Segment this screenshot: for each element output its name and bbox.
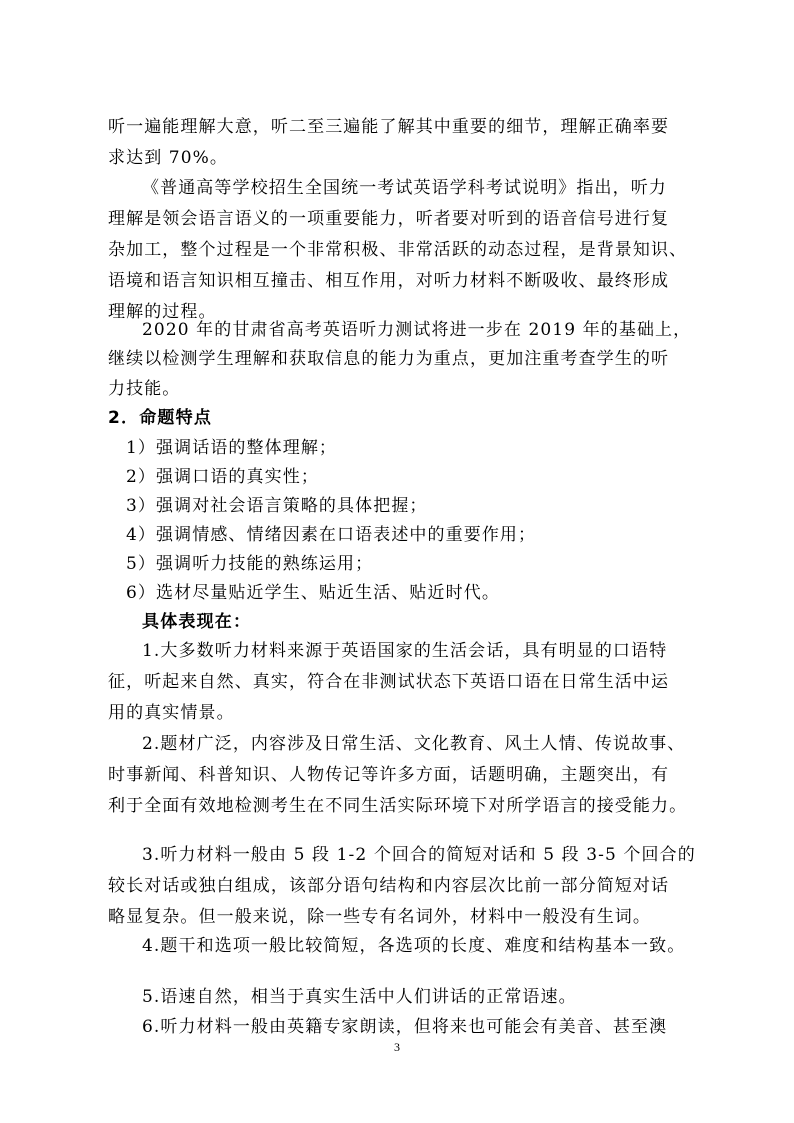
list-item: 6）选材尽量贴近学生、贴近生活、贴近时代。 [126, 583, 500, 603]
list-item: 1）强调话语的整体理解； [126, 438, 338, 458]
list-item: 3）强调对社会语言策略的具体把握； [126, 496, 428, 516]
text-line: 2.题材广泛，内容涉及日常生活、文化教育、风土人情、传说故事、 [142, 734, 686, 754]
text-line: 理解是领会语言语义的一项重要能力，听者要对听到的语音信号进行复 [108, 209, 670, 229]
list-item: 4）强调情感、情绪因素在口语表述中的重要作用； [126, 525, 537, 545]
text-line: 较长对话或独白组成，该部分语句结构和内容层次比前一部分简短对话 [108, 876, 670, 896]
text-line: 略显复杂。但一般来说，除一些专有名词外，材料中一般没有生词。 [108, 907, 651, 927]
text-line: 《普通高等学校招生全国统一考试英语学科考试说明》指出，听力 [142, 178, 667, 198]
text-line: 1.大多数听力材料来源于英语国家的生活会话，具有明显的口语特 [142, 641, 668, 661]
text-line: 用的真实情景。 [108, 703, 235, 723]
text-line: 2020 年的甘肃省高考英语听力测试将进一步在 2019 年的基础上， [142, 320, 692, 340]
text-line: 力技能。 [108, 379, 181, 399]
text-line: 利于全面有效地检测考生在不同生活实际环境下对所学语言的接受能力。 [108, 796, 688, 816]
text-line: 4.题干和选项一般比较简短，各选项的长度、难度和结构基本一致。 [142, 936, 686, 956]
text-line: 6.听力材料一般由英籍专家朗读，但将来也可能会有美音、甚至澳 [142, 1017, 668, 1037]
text-line: 继续以检测学生理解和获取信息的能力为重点，更加注重考查学生的听 [108, 349, 670, 369]
text-line: 语境和语言知识相互撞击、相互作用，对听力材料不断吸收、最终形成 [108, 271, 670, 291]
list-item: 5）强调听力技能的熟练运用； [126, 554, 374, 574]
text-line: 求达到 70%。 [108, 148, 228, 168]
text-line: 时事新闻、科普知识、人物传记等许多方面，话题明确，主题突出，有 [108, 765, 670, 785]
text-line: 征，听起来自然、真实，符合在非测试状态下英语口语在日常生活中运 [108, 672, 670, 692]
list-item: 2）强调口语的真实性； [126, 467, 319, 487]
text-line: 杂加工，整个过程是一个非常积极、非常活跃的动态过程，是背景知识、 [108, 240, 688, 260]
text-line: 3.听力材料一般由 5 段 1-2 个回合的简短对话和 5 段 3-5 个回合的 [142, 845, 696, 865]
text-line: 5.语速自然，相当于真实生活中人们讲话的正常语速。 [142, 987, 577, 1007]
sub-heading: 具体表现在： [142, 612, 252, 632]
text-line: 理解的过程。 [108, 302, 217, 322]
page-number: 3 [394, 1040, 400, 1054]
section-heading: 2．命题特点 [108, 408, 213, 428]
text-line: 听一遍能理解大意，听二至三遍能了解其中重要的细节，理解正确率要 [108, 117, 670, 137]
